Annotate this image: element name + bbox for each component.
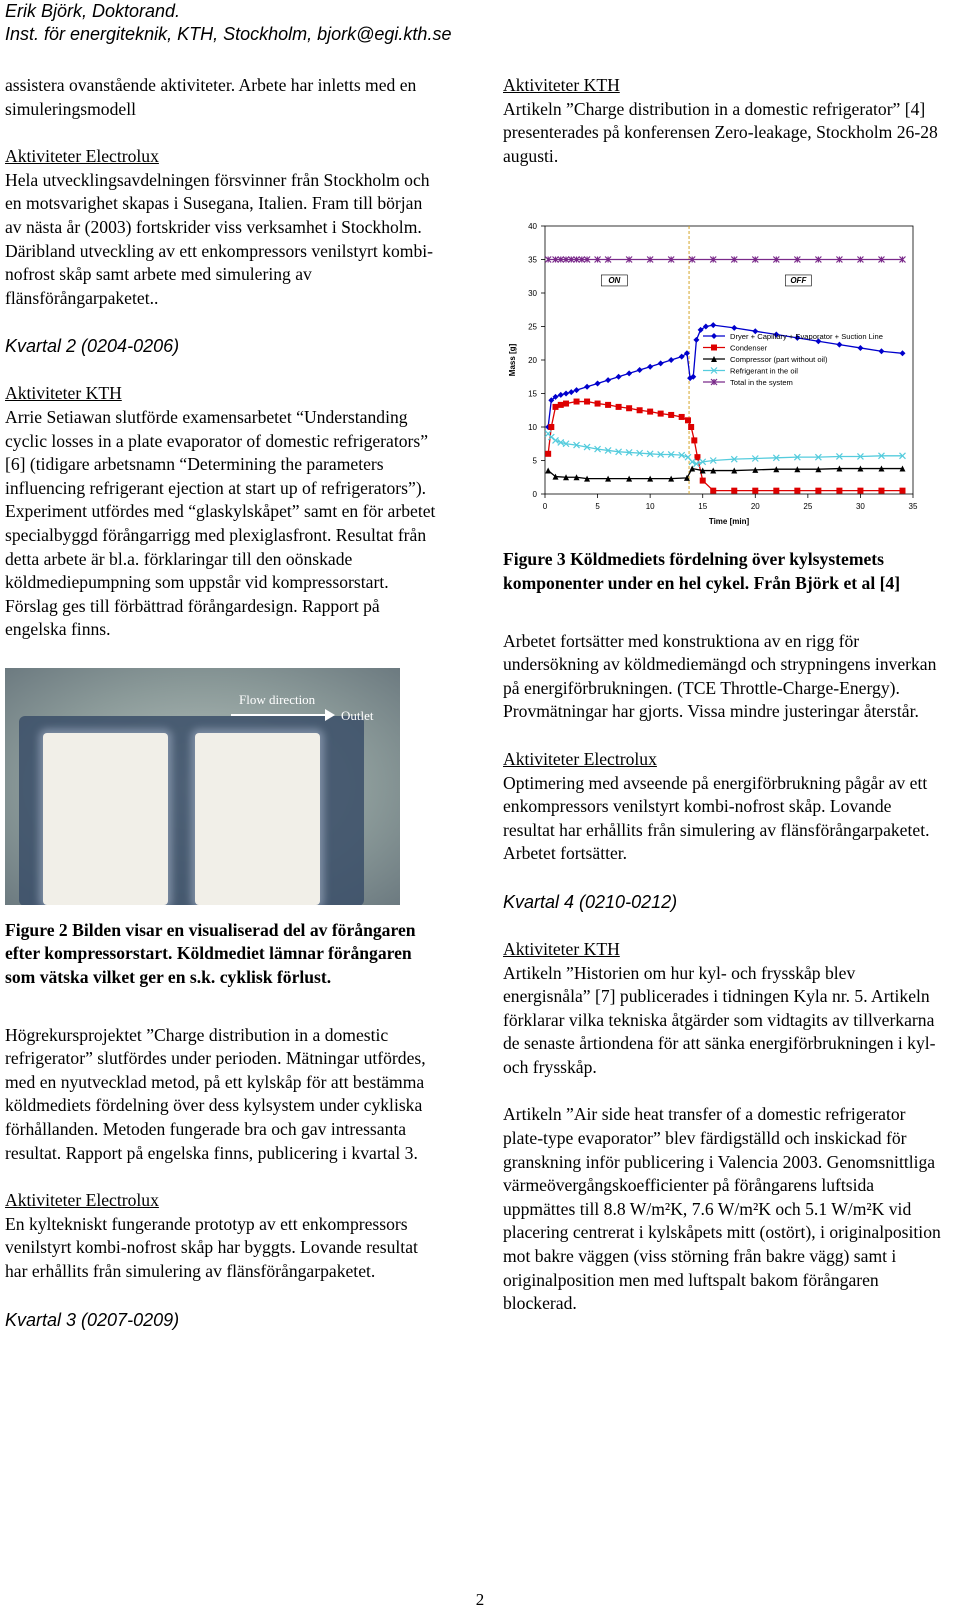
quarter-heading: Kvartal 4 (0210-0212)	[503, 891, 678, 912]
series-point	[584, 399, 590, 405]
paragraph: En kyltekniskt fungerande prototyp av ett enkompressors venilstyrt kombi-nofrost skåp har byggts. Lovande resultat har erhållits från simulering av flänsförångarpaketet.	[5, 1213, 418, 1281]
x-tick-label: 25	[803, 502, 813, 512]
series-point	[685, 418, 691, 424]
series-point	[836, 488, 842, 494]
x-tick-label: 5	[595, 502, 600, 512]
y-tick-label: 20	[528, 356, 537, 366]
legend-label: Condenser	[730, 343, 768, 353]
y-tick-label: 30	[528, 289, 537, 299]
x-tick-label: 35	[908, 502, 918, 512]
legend-label: Dryer + Capillary + Evaporator + Suction Line	[730, 332, 884, 342]
series-point	[752, 488, 758, 494]
x-tick-label: 30	[855, 502, 865, 512]
outlet-label: Outlet	[341, 707, 374, 723]
quarter-heading: Kvartal 3 (0207-0209)	[5, 1309, 180, 1330]
series-point	[595, 401, 601, 407]
series-point	[691, 438, 697, 444]
section-heading-electrolux: Aktiviteter Electrolux	[503, 748, 657, 769]
series-point	[773, 488, 779, 494]
paragraph: Högrekursprojektet ”Charge distribution in a domestic refrigerator” slutfördes under perioden. Mätningar utfördes, med en nyutvecklad metod, på ett kylskåp för att bestämma köldmediets fördelning över dess kylsystem under cykliska förhållanden. Metoden fungerade bra och gav intressanta resultat. Rapport på engelska finns, publicering i kvartal 3.	[5, 1024, 426, 1163]
paragraph: Artikeln ”Air side heat transfer of a domestic refrigerator plate-type evaporator” blev färdigställd och inskickad för granskning inför publicering i Valencia 2003. Genomsnittliga värmeövergångskoefficienter på förångarens luftsida uppmättes till 8.8 W/m²K, 7.6 W/m²K och 5.1 W/m²K vid placering centrerat i kylskåpets mitt (ostört), i originalposition mot bakre väggen (viss störning från bakre vägg) samt i originalposition men med luftspalt bakom förångaren blockerad.	[503, 1104, 941, 1314]
x-tick-label: 20	[750, 502, 760, 512]
paragraph: assistera ovanstående aktiviteter. Arbete har inletts med en simuleringsmodell	[5, 75, 417, 119]
y-tick-label: 25	[528, 322, 537, 332]
series-point	[658, 411, 664, 417]
series-point	[815, 488, 821, 494]
paragraph: Artikeln ”Charge distribution in a domestic refrigerator” [4] presenterades på konferensen Zero-leakage, Stockholm 26-28 augusti.	[503, 98, 938, 166]
y-tick-label: 0	[532, 490, 537, 500]
paragraph: Arrie Setiawan slutförde examensarbetet “Understanding cyclic losses in a plate evaporator of domestic refrigerators” [6] (tidigare arbetsnamn “Determining the parameters influencing refrigerant ejection at start up of refrigerators”). Experiment utfördes med “glaskylskåpet” samt en för arbetet specialbyggd förångarrigg med plexiglasfront. Resultat från detta arbete är bl.a. förklaringar till den oönskade köldmediepumpning som uppstår vid kompressorstart. Förslag ges till förbättrad förångardesign. Rapport på engelska finns.	[5, 406, 436, 640]
left-column	[5, 74, 443, 1332]
series-point	[616, 404, 622, 410]
series-point	[731, 488, 737, 494]
series-point	[548, 424, 554, 430]
section-heading-electrolux: Aktiviteter Electrolux	[5, 146, 159, 167]
section-heading-electrolux: Aktiviteter Electrolux	[5, 1190, 159, 1211]
series-point	[558, 402, 564, 408]
series-point	[647, 409, 653, 415]
series-point	[574, 399, 580, 405]
annotation-label: OFF	[790, 276, 807, 286]
series-point	[637, 408, 643, 414]
series-point	[899, 488, 905, 494]
legend-label: Compressor (part without oil)	[730, 355, 828, 365]
legend-label: Total in the system	[730, 378, 793, 388]
y-axis-label: Mass [g]	[508, 344, 517, 377]
paragraph: Artikeln ”Historien om hur kyl- och frysskåp blev energisnåla” [7] publicerades i tidningen Kyla nr. 5. Artikeln förklarar vilka tekniska åtgärder som vidtagits av tillverkarna de senaste årtiondena för att sänka energiförbrukningen i kyl- och frysskåp.	[503, 962, 936, 1077]
series-point	[605, 402, 611, 408]
author-line: Erik Björk, Doktorand.	[5, 1, 181, 21]
series-point	[710, 488, 716, 494]
series-point	[878, 488, 884, 494]
affiliation-line: Inst. för energiteknik, KTH, Stockholm, bjork@egi.kth.se	[5, 24, 452, 44]
y-tick-label: 40	[528, 222, 537, 232]
series-point	[794, 488, 800, 494]
section-heading-kth: Aktiviteter KTH	[503, 75, 620, 95]
evaporator-cell	[195, 733, 320, 905]
series-point	[545, 451, 551, 457]
legend-label: Refrigerant in the oil	[730, 366, 798, 376]
x-tick-label: 10	[645, 502, 655, 512]
section-heading-kth: Aktiviteter KTH	[503, 938, 620, 959]
series-point	[563, 401, 569, 407]
annotation-label: ON	[608, 276, 621, 286]
x-tick-label: 0	[542, 502, 548, 512]
series-point	[626, 406, 632, 412]
figure-caption: Figure 3 Köldmediets fördelning över kylsystemets komponenter under en hel cykel. Från Björk et al [4]	[503, 549, 901, 593]
y-tick-label: 35	[528, 255, 537, 265]
y-tick-label: 15	[528, 389, 537, 399]
x-tick-label: 15	[698, 502, 708, 512]
page-header	[5, 0, 451, 46]
right-column	[503, 74, 943, 1316]
flow-arrow-head	[325, 709, 335, 721]
flow-arrow	[231, 714, 327, 716]
y-tick-label: 5	[532, 456, 537, 466]
paragraph: Hela utvecklingsavdelningen försvinner från Stockholm och en motsvarighet skapas i Susegana, Italien. Fram till början av nästa år (2003) fortskrider viss verksamhet i Stockholm. Däribland utveckling av ett enkompressors venilstyrt kombi-nofrost skåp samt arbete med simulering av flänsförångarpaketet..	[5, 169, 434, 308]
series-point	[857, 488, 863, 494]
flow-direction-label: Flow direction	[239, 691, 316, 707]
evaporator-cell	[43, 733, 168, 905]
series-point	[668, 412, 674, 418]
charge-distribution-chart	[503, 216, 923, 536]
quarter-heading: Kvartal 2 (0204-0206)	[5, 336, 180, 357]
x-axis-label: Time [min]	[708, 517, 750, 527]
figure-caption: Figure 2 Bilden visar en visualiserad del av förångaren efter kompressorstart. Köldmediet lämnar förångaren som vätska vilket ger en s.k. cyklisk förlust.	[5, 919, 416, 988]
series-point	[688, 424, 694, 430]
paragraph: Arbetet fortsätter med konstruktiona av en rigg för undersökning av köldmediemängd och strypningens inverkan på energiförbrukningen. (TCE Throttle-Charge-Energy). Provmätningar har gjorts. Vissa mindre justeringar återstår.	[503, 630, 937, 722]
paragraph: Optimering med avseende på energiförbrukning pågår av ett enkompressors venilstyrt kombi-nofrost skåp. Lovande resultat har erhållits från simulering av flänsförångarpaketet. Arbetet fortsätter.	[503, 772, 930, 864]
section-heading-kth: Aktiviteter KTH	[5, 383, 122, 404]
page-number: 2	[475, 1590, 485, 1609]
y-tick-label: 10	[528, 423, 537, 433]
series-point	[553, 404, 559, 410]
evaporator-photo	[5, 668, 400, 905]
series-point	[711, 345, 717, 351]
series-point	[700, 478, 706, 484]
series-point	[679, 414, 685, 420]
